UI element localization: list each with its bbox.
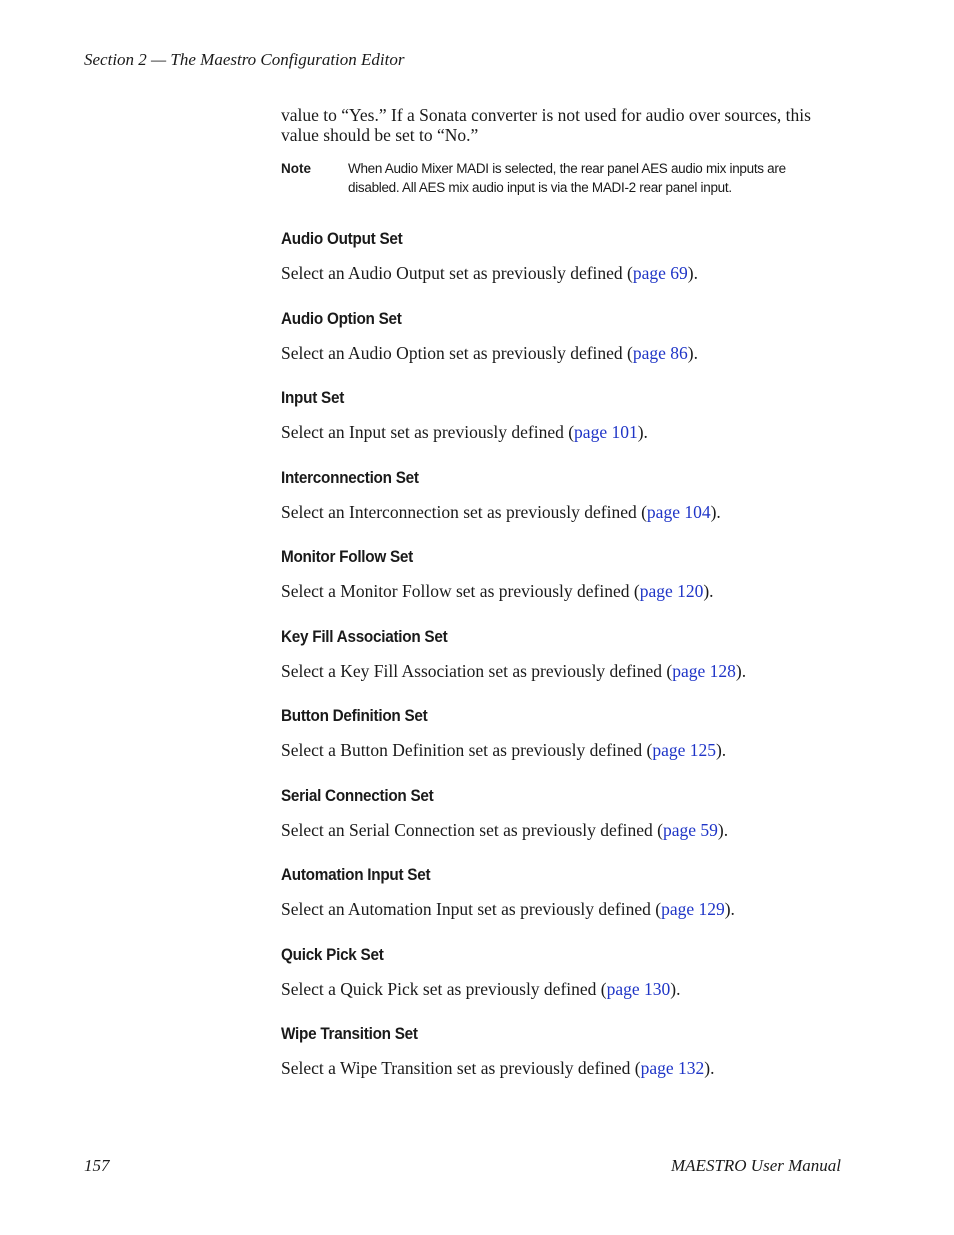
page-reference-link[interactable]: page 130 (606, 979, 671, 999)
description-closing: ). (735, 661, 747, 681)
section-description (281, 263, 846, 284)
section-heading: Button Definition Set (281, 706, 428, 725)
description-text: Select an Interconnection set as previously defined ( (281, 502, 647, 522)
description-closing: ). (724, 899, 735, 919)
description-text: Select an Audio Output set as previously defined ( (281, 263, 633, 283)
description-text: Select an Audio Option set as previously defined ( (281, 343, 633, 363)
settings-section (281, 547, 846, 602)
description-closing: ). (717, 820, 729, 840)
page-reference-link[interactable]: page 101 (574, 422, 638, 442)
settings-section (281, 229, 846, 284)
section-heading: Key Fill Association Set (281, 627, 448, 646)
description-text: Select an Input set as previously defined ( (281, 422, 575, 442)
description-text: Select a Quick Pick set as previously defined ( (281, 979, 607, 999)
intro-paragraph: value to “Yes.” If a Sonata converter is not used for audio over sources, this value should be set to “No.” (281, 105, 811, 145)
section-description (281, 899, 846, 920)
settings-section (281, 865, 846, 920)
page-reference-link[interactable]: page 125 (652, 740, 716, 760)
settings-section (281, 786, 846, 841)
description-closing: ). (703, 581, 714, 601)
section-heading: Monitor Follow Set (281, 547, 413, 566)
section-heading: Quick Pick Set (281, 945, 384, 964)
settings-section (281, 627, 846, 682)
description-text: Select an Automation Input set as previously defined ( (281, 899, 662, 919)
section-heading: Automation Input Set (281, 865, 431, 884)
settings-section (281, 945, 846, 1000)
page-reference-link[interactable]: page 120 (639, 581, 704, 601)
section-heading: Interconnection Set (281, 468, 419, 487)
description-closing: ). (670, 979, 681, 999)
section-description (281, 661, 846, 682)
description-closing: ). (687, 263, 698, 283)
settings-section (281, 1024, 846, 1079)
note-block (281, 159, 846, 197)
running-header: Section 2 — The Maestro Configuration Editor (84, 50, 405, 69)
description-text: Select a Monitor Follow set as previously defined ( (281, 581, 640, 601)
description-closing: ). (704, 1058, 715, 1078)
section-heading: Input Set (281, 388, 345, 407)
page-reference-link[interactable]: page 59 (662, 820, 718, 840)
section-description (281, 740, 846, 761)
description-text: Select a Wipe Transition set as previously defined ( (281, 1058, 641, 1078)
section-description (281, 979, 846, 1000)
note-text: When Audio Mixer MADI is selected, the rear panel AES audio mix inputs are disabled. All AES mix audio input is via the MADI-2 rear panel input. (348, 161, 786, 195)
section-description (281, 343, 846, 364)
description-text: Select a Button Definition set as previously defined ( (281, 740, 653, 760)
section-heading: Audio Output Set (281, 229, 403, 248)
section-description (281, 1058, 846, 1079)
page-number: 157 (84, 1156, 110, 1175)
note-label: Note (281, 161, 311, 176)
description-closing: ). (710, 502, 721, 522)
section-description (281, 581, 846, 602)
description-closing: ). (715, 740, 727, 760)
section-description (281, 820, 846, 841)
page-reference-link[interactable]: page 69 (632, 263, 688, 283)
settings-section (281, 706, 846, 761)
manual-title: MAESTRO User Manual (671, 1156, 841, 1175)
description-closing: ). (687, 343, 698, 363)
section-heading: Audio Option Set (281, 309, 402, 328)
description-text: Select a Key Fill Association set as previously defined ( (281, 661, 673, 681)
page-reference-link[interactable]: page 132 (640, 1058, 705, 1078)
description-text: Select an Serial Connection set as previously defined ( (281, 820, 663, 840)
description-closing: ). (637, 422, 648, 442)
section-heading: Wipe Transition Set (281, 1024, 418, 1043)
settings-section (281, 309, 846, 364)
settings-section (281, 388, 846, 443)
page-reference-link[interactable]: page 104 (646, 502, 711, 522)
page-reference-link[interactable]: page 128 (672, 661, 736, 681)
section-heading: Serial Connection Set (281, 786, 434, 805)
section-description (281, 422, 846, 443)
page-reference-link[interactable]: page 129 (661, 899, 725, 919)
settings-section (281, 468, 846, 523)
page-content (281, 105, 846, 197)
section-description (281, 502, 846, 523)
page-reference-link[interactable]: page 86 (632, 343, 688, 363)
